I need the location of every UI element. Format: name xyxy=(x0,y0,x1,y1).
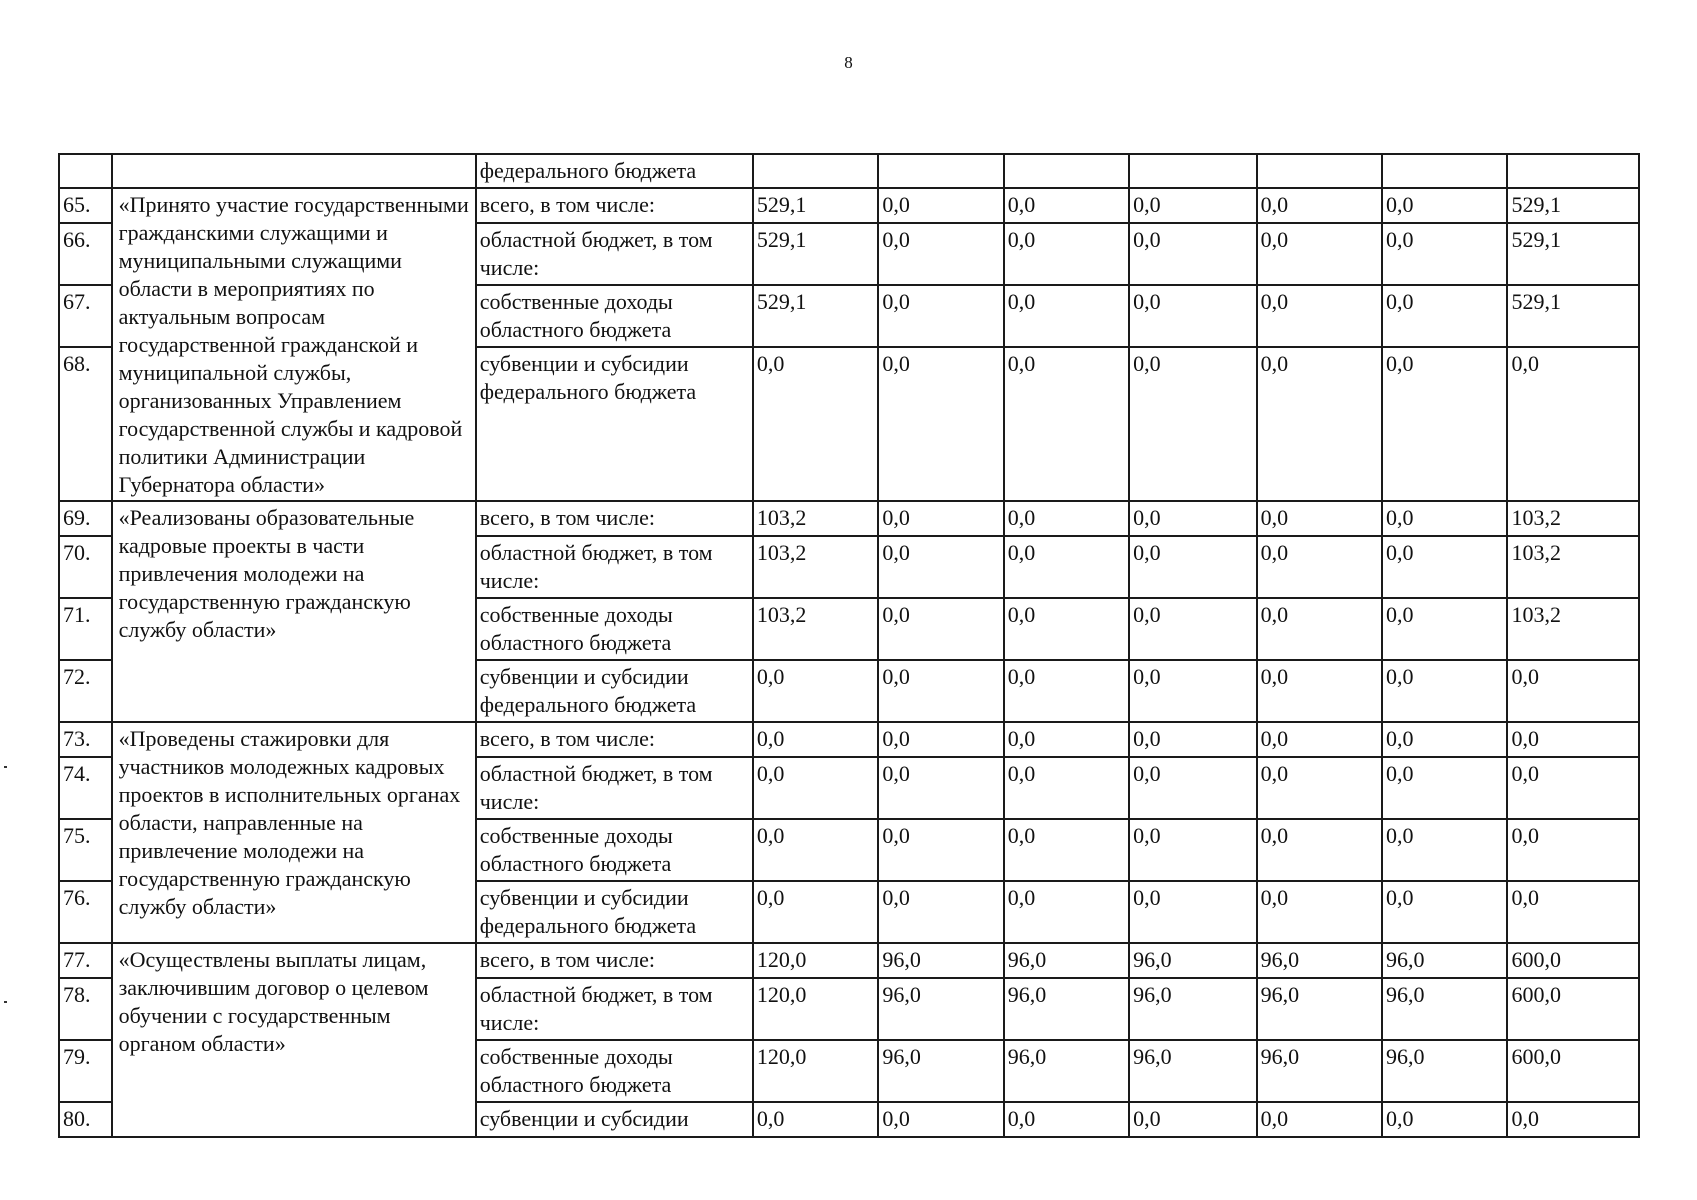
row-number-cell xyxy=(59,154,112,188)
table-row xyxy=(59,722,1639,757)
total-value-cell: 103,2 xyxy=(1507,536,1639,598)
year-value-cell: 96,0 xyxy=(1382,943,1507,978)
total-value-cell: 0,0 xyxy=(1507,722,1639,757)
funding-source-cell: собственные доходы областного бюджета xyxy=(476,285,753,347)
total-value-cell: 529,1 xyxy=(1507,188,1639,223)
year-value-cell: 0,0 xyxy=(878,881,1003,943)
year-value-cell: 0,0 xyxy=(878,819,1003,881)
year-value-cell: 0,0 xyxy=(1129,285,1256,347)
measure-description-cell: «Принято участие государственными гражданскими служащими и муниципальными служащими области в мероприятиях по актуальным вопросам государственной гражданской и муниципальной службы, организованных Управлением государственной службы и кадровой политики Администрации Губернатора области» xyxy=(112,188,476,501)
funding-source-cell: субвенции и субсидии федерального бюджета xyxy=(476,660,753,722)
year-value-cell: 96,0 xyxy=(1129,978,1256,1040)
funding-source-cell: субвенции и субсидии федерального бюджета xyxy=(476,347,753,501)
funding-source-cell: собственные доходы областного бюджета xyxy=(476,1040,753,1102)
year-value-cell: 0,0 xyxy=(1257,285,1382,347)
year-value-cell: 0,0 xyxy=(1004,881,1129,943)
total-value-cell: 103,2 xyxy=(1507,501,1639,536)
row-number-cell: 79. xyxy=(59,1040,112,1102)
year-value-cell: 0,0 xyxy=(1257,223,1382,285)
table-body xyxy=(59,154,1639,1137)
year-value-cell: 0,0 xyxy=(878,536,1003,598)
year-value-cell: 0,0 xyxy=(1257,722,1382,757)
funding-source-cell: областной бюджет, в том числе: xyxy=(476,536,753,598)
year-value-cell: 0,0 xyxy=(1382,188,1507,223)
total-value-cell: 0,0 xyxy=(1507,660,1639,722)
year-value-cell: 529,1 xyxy=(753,188,878,223)
year-value-cell: 0,0 xyxy=(1129,501,1256,536)
year-value-cell: 0,0 xyxy=(878,285,1003,347)
year-value-cell: 0,0 xyxy=(1129,536,1256,598)
funding-source-cell: собственные доходы областного бюджета xyxy=(476,598,753,660)
funding-source-cell: субвенции и субсидии федерального бюджета xyxy=(476,881,753,943)
year-value-cell: 0,0 xyxy=(1129,757,1256,819)
year-value-cell: 0,0 xyxy=(1129,188,1256,223)
funding-source-cell: субвенции и субсидии xyxy=(476,1102,753,1137)
year-value-cell: 0,0 xyxy=(1257,188,1382,223)
year-value-cell: 0,0 xyxy=(1382,347,1507,501)
budget-table xyxy=(58,153,1640,1138)
year-value-cell: 0,0 xyxy=(878,188,1003,223)
year-value-cell: 96,0 xyxy=(878,1040,1003,1102)
continuation-row xyxy=(59,154,1639,188)
total-value-cell: 0,0 xyxy=(1507,757,1639,819)
year-value-cell: 96,0 xyxy=(878,943,1003,978)
value-cell xyxy=(1507,154,1639,188)
measure-description-cell: «Реализованы образовательные кадровые проекты в части привлечения молодежи на государственную гражданскую службу области» xyxy=(112,501,476,722)
year-value-cell: 96,0 xyxy=(1004,1040,1129,1102)
year-value-cell: 0,0 xyxy=(1257,536,1382,598)
total-value-cell: 103,2 xyxy=(1507,598,1639,660)
table-row xyxy=(59,501,1639,536)
year-value-cell: 0,0 xyxy=(1382,881,1507,943)
year-value-cell: 96,0 xyxy=(878,978,1003,1040)
scan-mark xyxy=(4,1001,7,1003)
row-number-cell: 69. xyxy=(59,501,112,536)
year-value-cell: 96,0 xyxy=(1257,1040,1382,1102)
total-value-cell: 600,0 xyxy=(1507,978,1639,1040)
row-number-cell: 72. xyxy=(59,660,112,722)
funding-source-cell: всего, в том числе: xyxy=(476,943,753,978)
year-value-cell: 0,0 xyxy=(1382,722,1507,757)
year-value-cell: 0,0 xyxy=(1004,757,1129,819)
year-value-cell: 96,0 xyxy=(1382,1040,1507,1102)
row-number-cell: 75. xyxy=(59,819,112,881)
year-value-cell: 0,0 xyxy=(1004,660,1129,722)
year-value-cell: 103,2 xyxy=(753,501,878,536)
year-value-cell: 0,0 xyxy=(1382,536,1507,598)
total-value-cell: 529,1 xyxy=(1507,285,1639,347)
year-value-cell: 0,0 xyxy=(1129,598,1256,660)
year-value-cell: 0,0 xyxy=(878,660,1003,722)
year-value-cell: 0,0 xyxy=(753,722,878,757)
year-value-cell: 0,0 xyxy=(1129,223,1256,285)
total-value-cell: 0,0 xyxy=(1507,819,1639,881)
year-value-cell: 529,1 xyxy=(753,223,878,285)
year-value-cell: 0,0 xyxy=(1382,285,1507,347)
row-number-cell: 80. xyxy=(59,1102,112,1137)
year-value-cell: 0,0 xyxy=(878,757,1003,819)
year-value-cell: 0,0 xyxy=(1004,285,1129,347)
year-value-cell: 0,0 xyxy=(1004,598,1129,660)
row-number-cell: 66. xyxy=(59,223,112,285)
year-value-cell: 0,0 xyxy=(1004,188,1129,223)
year-value-cell: 0,0 xyxy=(1004,223,1129,285)
year-value-cell: 103,2 xyxy=(753,598,878,660)
year-value-cell: 0,0 xyxy=(1004,722,1129,757)
value-cell xyxy=(1004,154,1129,188)
year-value-cell: 96,0 xyxy=(1382,978,1507,1040)
row-number-cell: 70. xyxy=(59,536,112,598)
row-number-cell: 78. xyxy=(59,978,112,1040)
value-cell xyxy=(878,154,1003,188)
year-value-cell: 0,0 xyxy=(878,722,1003,757)
year-value-cell: 0,0 xyxy=(1382,660,1507,722)
measure-description-cell: «Проведены стажировки для участников молодежных кадровых проектов в исполнительных органах области, направленные на привлечение молодежи на государственную гражданскую службу области» xyxy=(112,722,476,943)
value-cell xyxy=(1382,154,1507,188)
funding-source-cell: всего, в том числе: xyxy=(476,722,753,757)
year-value-cell: 120,0 xyxy=(753,1040,878,1102)
year-value-cell: 0,0 xyxy=(878,501,1003,536)
description-cell xyxy=(112,154,476,188)
row-number-cell: 73. xyxy=(59,722,112,757)
page-number: 8 xyxy=(844,53,853,72)
year-value-cell: 0,0 xyxy=(753,1102,878,1137)
scan-mark xyxy=(4,766,7,768)
funding-source-cell: областной бюджет, в том числе: xyxy=(476,978,753,1040)
year-value-cell: 96,0 xyxy=(1129,1040,1256,1102)
year-value-cell: 0,0 xyxy=(1129,1102,1256,1137)
year-value-cell: 0,0 xyxy=(1129,347,1256,501)
row-number-cell: 74. xyxy=(59,757,112,819)
year-value-cell: 120,0 xyxy=(753,943,878,978)
year-value-cell: 0,0 xyxy=(1004,1102,1129,1137)
year-value-cell: 0,0 xyxy=(1257,881,1382,943)
measure-description-cell: «Осуществлены выплаты лицам, заключившим договор о целевом обучении с государственным органом области» xyxy=(112,943,476,1137)
total-value-cell: 600,0 xyxy=(1507,1040,1639,1102)
year-value-cell: 0,0 xyxy=(1004,347,1129,501)
total-value-cell: 0,0 xyxy=(1507,881,1639,943)
funding-source-cell: областной бюджет, в том числе: xyxy=(476,223,753,285)
funding-source-cell: всего, в том числе: xyxy=(476,501,753,536)
year-value-cell: 120,0 xyxy=(753,978,878,1040)
year-value-cell: 0,0 xyxy=(753,660,878,722)
row-number-cell: 65. xyxy=(59,188,112,223)
year-value-cell: 0,0 xyxy=(1004,501,1129,536)
funding-source-cell: собственные доходы областного бюджета xyxy=(476,819,753,881)
year-value-cell: 0,0 xyxy=(1257,1102,1382,1137)
year-value-cell: 0,0 xyxy=(1004,819,1129,881)
total-value-cell: 0,0 xyxy=(1507,347,1639,501)
year-value-cell: 0,0 xyxy=(1382,1102,1507,1137)
year-value-cell: 0,0 xyxy=(1382,757,1507,819)
year-value-cell: 96,0 xyxy=(1004,978,1129,1040)
year-value-cell: 0,0 xyxy=(1382,819,1507,881)
funding-source-cell: всего, в том числе: xyxy=(476,188,753,223)
year-value-cell: 0,0 xyxy=(753,881,878,943)
row-number-cell: 77. xyxy=(59,943,112,978)
year-value-cell: 0,0 xyxy=(1382,598,1507,660)
year-value-cell: 0,0 xyxy=(1004,536,1129,598)
year-value-cell: 0,0 xyxy=(1257,598,1382,660)
year-value-cell: 0,0 xyxy=(1382,223,1507,285)
total-value-cell: 0,0 xyxy=(1507,1102,1639,1137)
year-value-cell: 0,0 xyxy=(1129,722,1256,757)
table-row xyxy=(59,188,1639,223)
year-value-cell: 0,0 xyxy=(1129,660,1256,722)
row-number-cell: 71. xyxy=(59,598,112,660)
value-cell xyxy=(753,154,878,188)
year-value-cell: 0,0 xyxy=(1257,819,1382,881)
year-value-cell: 0,0 xyxy=(1382,501,1507,536)
year-value-cell: 529,1 xyxy=(753,285,878,347)
year-value-cell: 0,0 xyxy=(1257,501,1382,536)
total-value-cell: 529,1 xyxy=(1507,223,1639,285)
funding-source-cell: федерального бюджета xyxy=(476,154,753,188)
year-value-cell: 0,0 xyxy=(753,819,878,881)
total-value-cell: 600,0 xyxy=(1507,943,1639,978)
year-value-cell: 0,0 xyxy=(878,598,1003,660)
year-value-cell: 0,0 xyxy=(878,347,1003,501)
year-value-cell: 0,0 xyxy=(1129,881,1256,943)
funding-source-cell: областной бюджет, в том числе: xyxy=(476,757,753,819)
value-cell xyxy=(1129,154,1256,188)
year-value-cell: 0,0 xyxy=(1129,819,1256,881)
year-value-cell: 0,0 xyxy=(753,757,878,819)
year-value-cell: 103,2 xyxy=(753,536,878,598)
year-value-cell: 0,0 xyxy=(753,347,878,501)
year-value-cell: 0,0 xyxy=(878,223,1003,285)
year-value-cell: 96,0 xyxy=(1257,943,1382,978)
value-cell xyxy=(1257,154,1382,188)
row-number-cell: 76. xyxy=(59,881,112,943)
year-value-cell: 96,0 xyxy=(1257,978,1382,1040)
table-row xyxy=(59,943,1639,978)
year-value-cell: 0,0 xyxy=(1257,660,1382,722)
row-number-cell: 68. xyxy=(59,347,112,501)
year-value-cell: 96,0 xyxy=(1004,943,1129,978)
year-value-cell: 96,0 xyxy=(1129,943,1256,978)
year-value-cell: 0,0 xyxy=(1257,347,1382,501)
year-value-cell: 0,0 xyxy=(878,1102,1003,1137)
year-value-cell: 0,0 xyxy=(1257,757,1382,819)
row-number-cell: 67. xyxy=(59,285,112,347)
